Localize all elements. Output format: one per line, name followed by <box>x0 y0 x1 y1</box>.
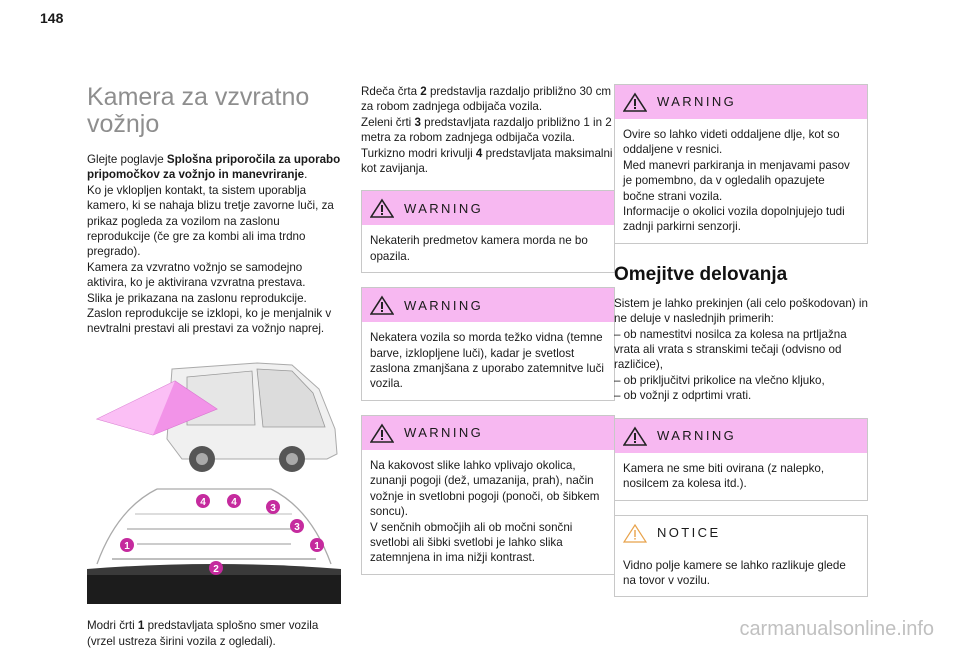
svg-text:1: 1 <box>314 540 320 552</box>
warning-box-3: WARNING Na kakovost slike lahko vplivajo okolica, zunanji pogoji (dež, umazanija, prah), način vožnje in svetlobni pogoji (ponoči, ob šibkem soncu). V senčnih območjih ali ob močni sončni svetlobi ali šibki svetlobi je lahko slika zatemnjena in ima nižji kontrast. <box>361 415 615 575</box>
badge-3a <box>266 500 280 514</box>
para-1: Ko je vklopljen kontakt, ta sistem uporablja kamero, ki se nahaja blizu tretje zavorne luči, za prikaz pogleda za vozilom na zaslonu reprodukcije (če gre za kombi ali ima trdno pregrado). <box>87 183 334 259</box>
notice-icon <box>623 523 647 543</box>
footer-watermark: carmanualsonline.info <box>739 618 934 640</box>
warning-icon <box>623 426 647 446</box>
para-2: Kamera za vzvratno vožnjo se samodejno aktivira, ko je aktivirana vzvratna prestava. <box>87 260 306 290</box>
section-heading-limits: Omejitve delovanja <box>614 263 788 285</box>
para-3: Slika je prikazana na zaslonu reprodukcije. <box>87 291 307 305</box>
warning-box-1: WARNING Nekaterih predmetov kamera morda ne bo opazila. <box>361 190 615 273</box>
svg-text:2: 2 <box>213 563 219 575</box>
badge-1b <box>310 538 324 552</box>
limits-item: – ob namestitvi nosilca za kolesa na prtljažna vrata ali vrata s stranskimi tečaji (odvisno od različice), <box>614 327 847 372</box>
line-4-desc: Turkizno modri krivulji 4 predstavljata maksimalni kot zavijanja. <box>361 146 613 176</box>
svg-text:1: 1 <box>124 540 130 552</box>
warning-icon <box>370 295 394 315</box>
van-illustration <box>97 363 337 472</box>
column-3 <box>614 84 868 611</box>
svg-text:4: 4 <box>200 496 206 508</box>
badge-4b <box>227 494 241 508</box>
line-2-desc: Rdeča črta 2 predstavlja razdaljo približno 30 cm za robom zadnjega odbijača vozila. <box>361 85 612 114</box>
chapter-reference: Splošna priporočila za uporabo pripomočkov za vožnjo in manevriranje <box>87 153 341 182</box>
line-3-desc: Zeleni črti 3 predstavljata razdaljo približno 1 in 2 metra za robom zadnjega odbijača vozila. <box>361 115 612 145</box>
intro: Glejte poglavje Splošna priporočila za uporabo pripomočkov za vožnjo in manevriranje. <box>87 153 341 182</box>
diagram-caption: Modri črti 1 predstavljata splošno smer vozila (vrzel ustreza širini vozila z ogledali). <box>87 619 319 648</box>
svg-text:4: 4 <box>231 496 237 508</box>
notice-box: NOTICE Vidno polje kamere se lahko razlikuje glede na tovor v vozilu. <box>614 515 868 598</box>
warning-box-4: WARNING Ovire so lahko videti oddaljene dlje, kot so oddaljene v resnici. Med manevri parkiranja in menjavami pasov je pomembno, da v ogledalih opazujete bočne strani vozila. Informacije o okolici vozila dopolnjujejo tudi zadnji parkirni senzorji. <box>614 84 868 244</box>
badge-2 <box>209 561 223 575</box>
svg-text:3: 3 <box>294 521 300 533</box>
warning-icon <box>370 198 394 218</box>
warning-box-5: WARNING Kamera ne sme biti ovirana (z nalepko, nosilcem za kolesa itd.). <box>614 418 868 501</box>
page-number: 148 <box>40 10 64 26</box>
page-title: Kamera za vzvratno vožnjo <box>87 83 310 138</box>
limits-intro: Sistem je lahko prekinjen (ali celo poškodovan) in ne deluje v naslednjih primerih: <box>614 296 868 326</box>
column-2 <box>361 84 615 589</box>
badge-4a <box>196 494 210 508</box>
badge-3b <box>290 519 304 533</box>
svg-text:3: 3 <box>270 502 276 514</box>
para-4: Zaslon reprodukcije se izklopi, ko je menjalnik v nevtralni prestavi ali prestavi za vožnjo naprej. <box>87 307 332 336</box>
warning-icon <box>370 423 394 443</box>
limits-item: – ob vožnji z odprtimi vrati. <box>614 389 752 403</box>
camera-diagram <box>87 359 341 604</box>
warning-box-2: WARNING Nekatera vozila so morda težko vidna (temne barve, izklopljene luči), kadar je svetlost zaslona zmanjšana z uporabo zatemnitve luči vozila. <box>361 287 615 401</box>
limits-item: – ob priključitvi prikolice na vlečno kljuko, <box>614 373 825 387</box>
warning-icon <box>623 92 647 112</box>
column-1 <box>87 84 341 649</box>
badge-1a <box>120 538 134 552</box>
